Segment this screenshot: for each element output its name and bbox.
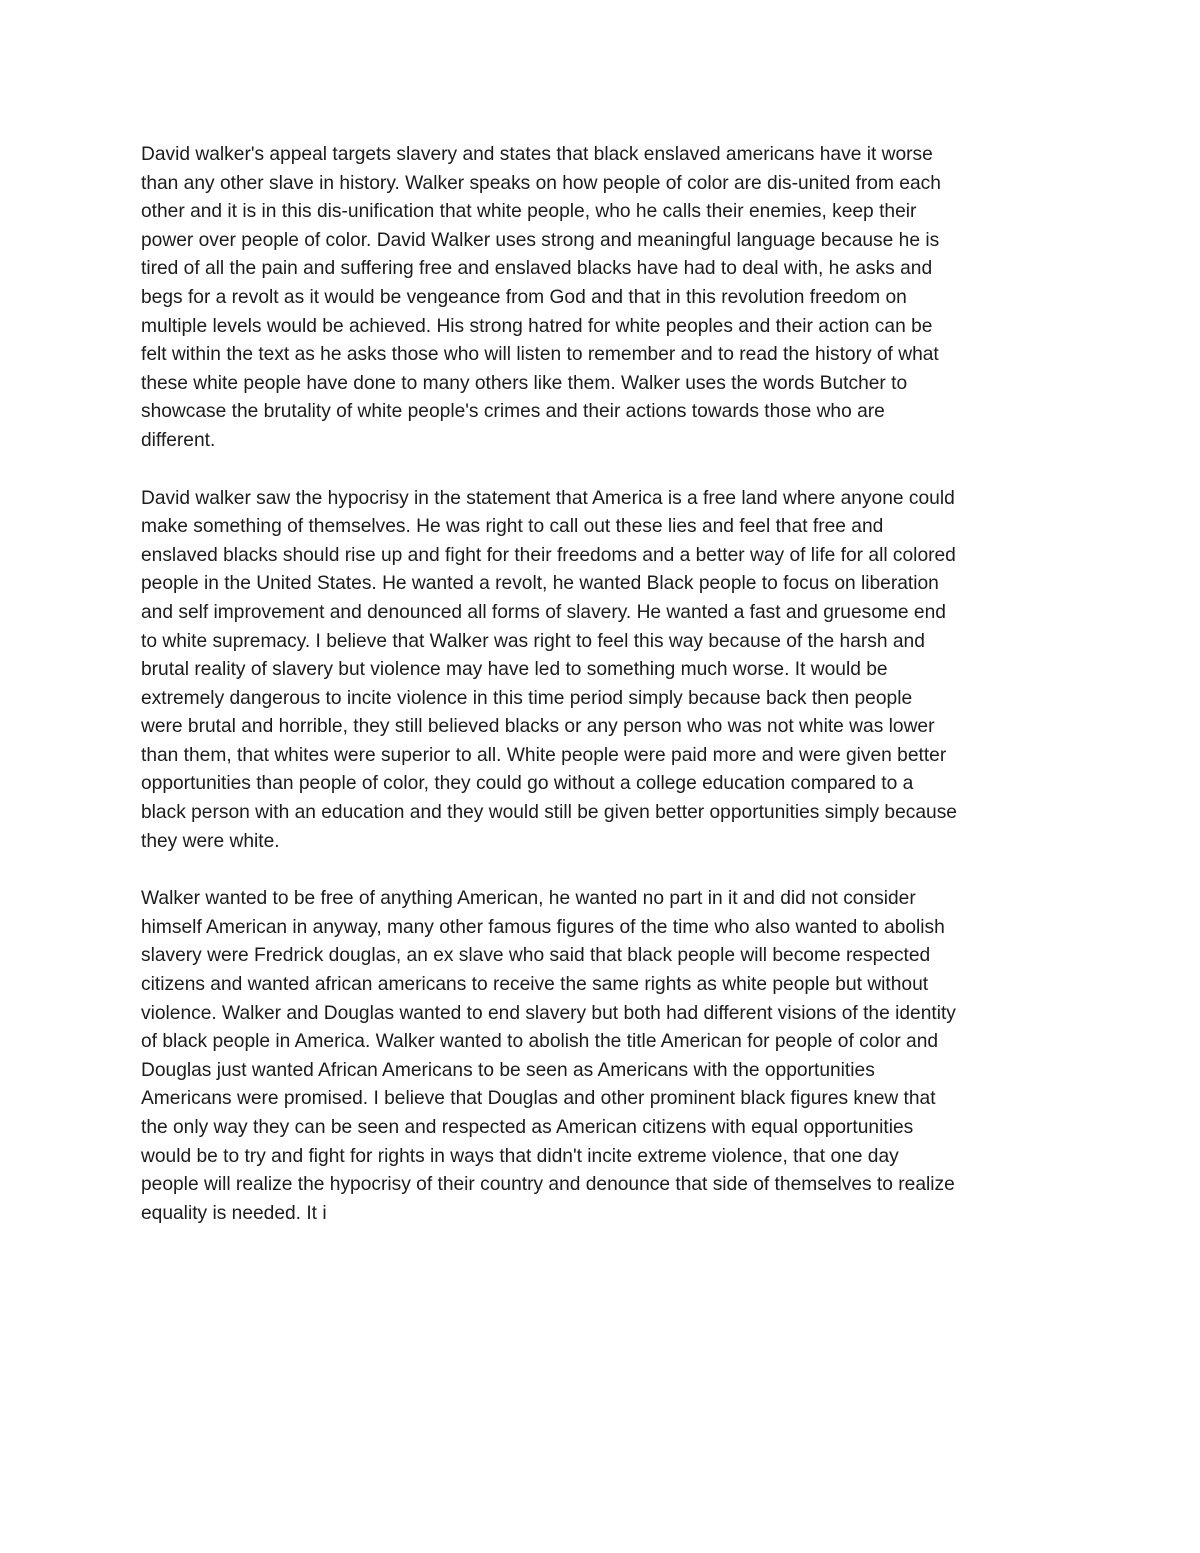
text-line: begs for a revolt as it would be vengeance from God and that in this revolution freedom on: [141, 286, 907, 308]
text-line: to white supremacy. I believe that Walker was right to feel this way because of the harsh and: [141, 630, 925, 652]
text-line: Walker wanted to be free of anything American, he wanted no part in it and did not consider: [141, 888, 916, 910]
text-line: Americans were promised. I believe that Douglas and other prominent black figures knew that: [141, 1088, 936, 1110]
text-line: tired of all the pain and suffering free and enslaved blacks have had to deal with, he asks and: [141, 258, 933, 280]
text-line: black person with an education and they would still be given better opportunities simply because: [141, 802, 957, 824]
text-line: opportunities than people of color, they could go without a college education compared to a: [141, 773, 914, 795]
text-line: than any other slave in history. Walker speaks on how people of color are dis-united from each: [141, 172, 941, 194]
document-body: [141, 141, 1081, 1228]
paragraph-1: [141, 141, 1081, 456]
text-line: equality is needed. It i: [141, 1202, 327, 1224]
text-line: extremely dangerous to incite violence in this time period simply because back then people: [141, 687, 913, 709]
text-line: were brutal and horrible, they still believed blacks or any person who was not white was lower: [141, 716, 935, 738]
text-line: they were white.: [141, 830, 280, 852]
text-line: people will realize the hypocrisy of their country and denounce that side of themselves to realize: [141, 1174, 955, 1196]
paragraph-2: [141, 485, 1081, 857]
text-line: slavery were Fredrick douglas, an ex slave who said that black people will become respected: [141, 945, 931, 967]
text-line: these white people have done to many others like them. Walker uses the words Butcher to: [141, 372, 908, 394]
text-line: showcase the brutality of white people's crimes and their actions towards those who are: [141, 401, 885, 423]
text-line: other and it is in this dis-unification that white people, who he calls their enemies, keep their: [141, 201, 917, 223]
text-line: and self improvement and denounced all forms of slavery. He wanted a fast and gruesome end: [141, 601, 946, 623]
text-line: people in the United States. He wanted a revolt, he wanted Black people to focus on liberation: [141, 573, 939, 595]
text-line: enslaved blacks should rise up and fight for their freedoms and a better way of life for all colored: [141, 544, 956, 566]
text-line: violence. Walker and Douglas wanted to end slavery but both had different visions of the identity: [141, 1002, 956, 1024]
text-line: felt within the text as he asks those who will listen to remember and to read the history of what: [141, 344, 939, 366]
text-line: make something of themselves. He was right to call out these lies and feel that free and: [141, 516, 884, 538]
text-line: power over people of color. David Walker uses strong and meaningful language because he is: [141, 229, 940, 251]
paragraph-spacer: [141, 856, 1081, 885]
text-line: than them, that whites were superior to all. White people were paid more and were given better: [141, 744, 947, 766]
text-line: David walker saw the hypocrisy in the statement that America is a free land where anyone could: [141, 487, 955, 509]
text-line: the only way they can be seen and respected as American citizens with equal opportunities: [141, 1117, 914, 1138]
text-line: would be to try and fight for rights in ways that didn't incite extreme violence, that one day: [141, 1145, 899, 1167]
paragraph-3: [141, 885, 1081, 1228]
text-line: David walker's appeal targets slavery and states that black enslaved americans have it worse: [141, 144, 933, 165]
text-line: multiple levels would be achieved. His strong hatred for white peoples and their action can be: [141, 315, 933, 337]
text-line: himself American in anyway, many other famous figures of the time who also wanted to abolish: [141, 916, 945, 938]
text-line: different.: [141, 429, 216, 451]
text-line: Douglas just wanted African Americans to be seen as Americans with the opportunities: [141, 1059, 875, 1081]
text-line: brutal reality of slavery but violence may have led to something much worse. It would be: [141, 659, 888, 681]
paragraph-spacer: [141, 456, 1081, 485]
text-line: citizens and wanted african americans to receive the same rights as white people but without: [141, 974, 929, 996]
text-line: of black people in America. Walker wanted to abolish the title American for people of color and: [141, 1031, 939, 1053]
